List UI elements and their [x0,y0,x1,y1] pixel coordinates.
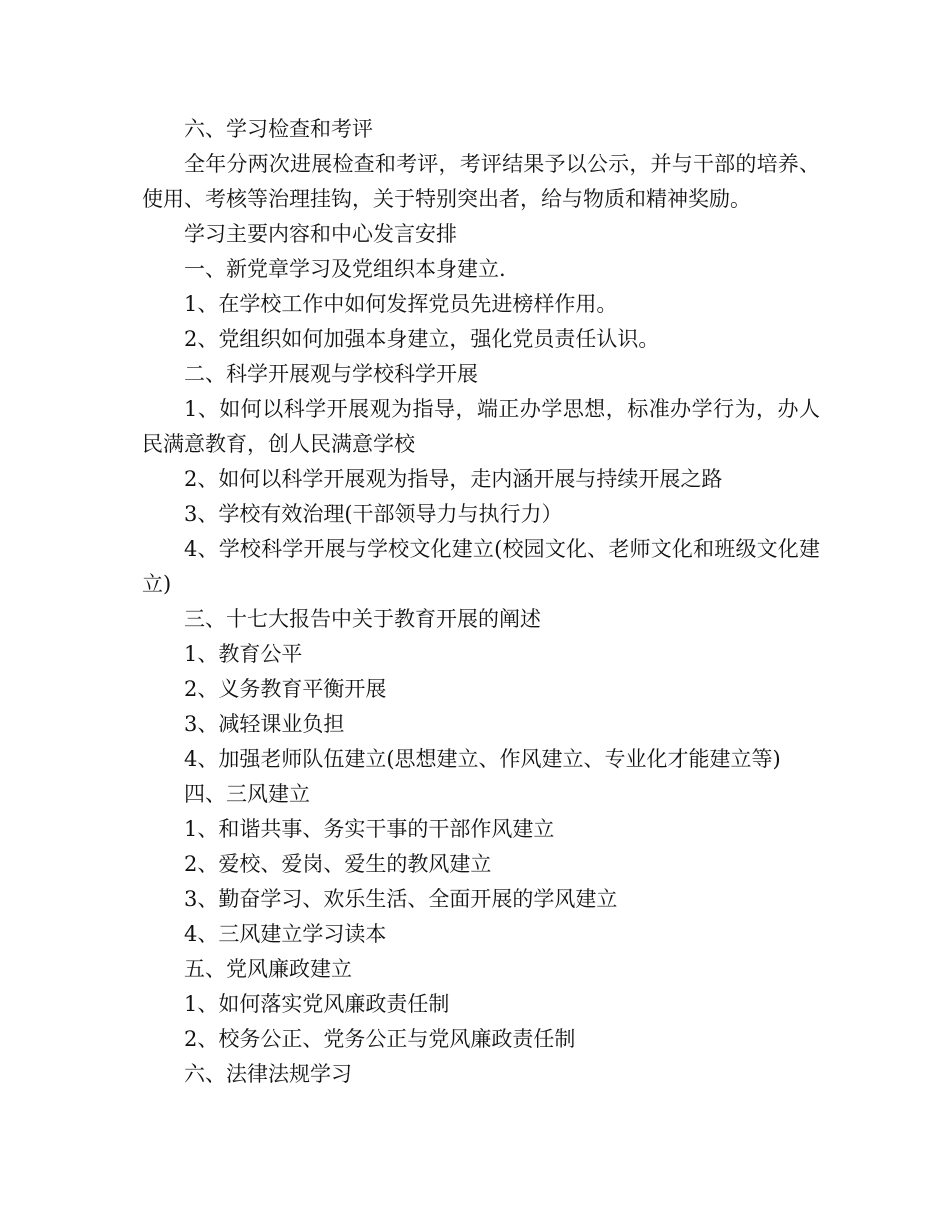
list-item: 4、三风建立学习读本 [184,922,387,946]
list-item: 1、如何落实党风廉政责任制 [184,992,450,1016]
list-item: 3、勤奋学习、欢乐生活、全面开展的学风建立 [184,887,618,911]
list-item: 2、党组织如何加强本身建立，强化党员责任认识。 [184,327,660,351]
list-item: 2、爱校、爱岗、爱生的教风建立 [184,852,492,876]
list-item: 1、在学校工作中如何发挥党员先进榜样作用。 [184,292,618,316]
topic-heading-17th-congress-report: 三、十七大报告中关于教育开展的阐述 [184,607,541,631]
list-item: 1、和谐共事、务实干事的干部作风建立 [184,817,555,841]
section-heading-study-review: 六、学习检查和考评 [184,117,373,141]
list-item: 3、减轻课业负担 [184,712,345,736]
list-item: 2、校务公正、党务公正与党风廉政责任制 [184,1027,576,1051]
list-item: 3、学校有效治理(干部领导力与执行力） [184,502,563,526]
list-item: 4、学校科学开展与学校文化建立(校园文化、老师文化和班级文化建立) [142,537,820,596]
document-body [142,112,820,1092]
list-item: 2、义务教育平衡开展 [184,677,387,701]
topic-heading-integrity: 五、党风廉政建立 [184,957,352,981]
list-item: 1、教育公平 [184,642,303,666]
list-item: 4、加强老师队伍建立(思想建立、作风建立、专业化才能建立等) [184,747,781,771]
subtitle-study-content: 学习主要内容和中心发言安排 [184,222,457,246]
topic-heading-law-study: 六、法律法规学习 [184,1062,352,1086]
list-item: 1、如何以科学开展观为指导，端正办学思想，标准办学行为，办人民满意教育，创人民满意学校 [142,397,820,456]
body-paragraph-review-schedule: 全年分两次进展检查和考评，考评结果予以公示，并与干部的培养、使用、考核等治理挂钩，关于特别突出者，给与物质和精神奖励。 [142,152,820,211]
topic-heading-three-styles: 四、三风建立 [184,782,310,806]
topic-heading-party-constitution: 一、新党章学习及党组织本身建立. [184,257,506,281]
topic-heading-scientific-development: 二、科学开展观与学校科学开展 [184,362,478,386]
list-item: 2、如何以科学开展观为指导，走内涵开展与持续开展之路 [184,467,723,491]
